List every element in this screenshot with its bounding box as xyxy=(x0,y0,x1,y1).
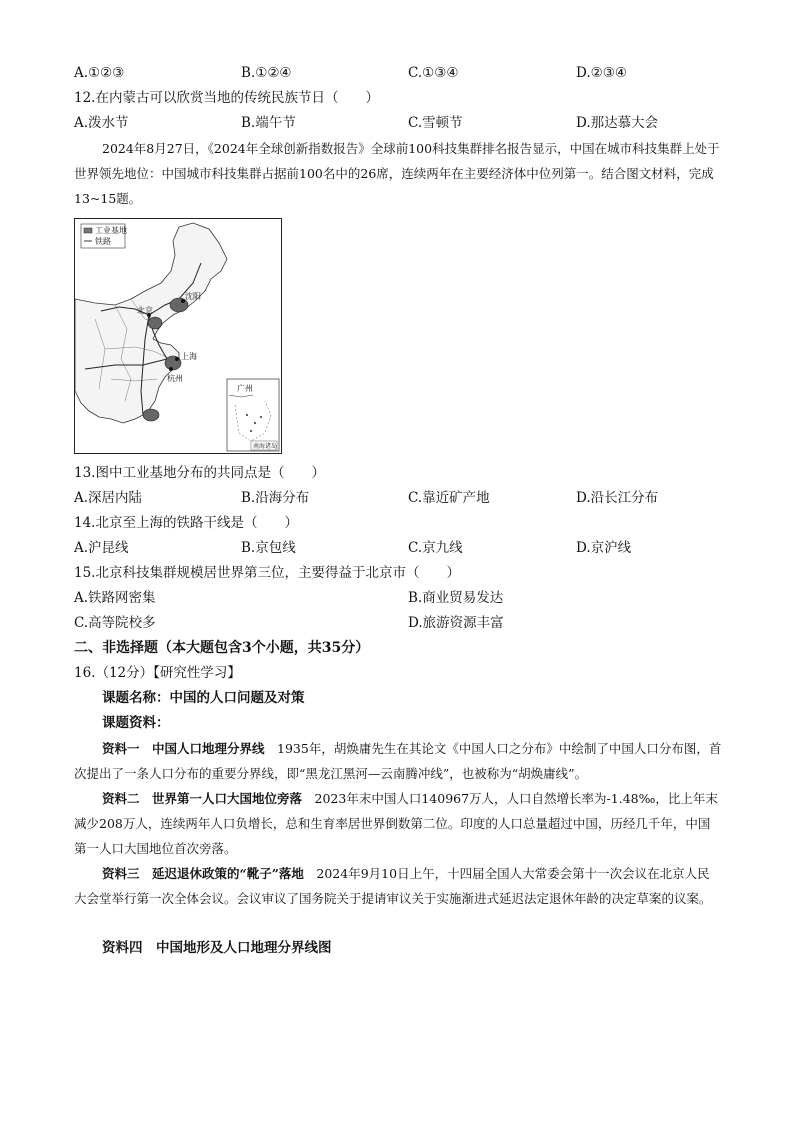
city-dot-hangzhou xyxy=(169,367,173,371)
q15-option-b: B.商业贸易发达 xyxy=(408,590,504,606)
map-label-nanhai: 南海诸岛 xyxy=(253,443,278,450)
q12-option-c: C.雪顿节 xyxy=(408,115,463,131)
legend-railway-label: 铁路 xyxy=(95,237,111,246)
q14-stem: 14.北京至上海的铁路干线是（ ） xyxy=(74,515,298,531)
q16-materials-label: 课题资料： xyxy=(102,715,170,731)
q12-option-a: A.泼水节 xyxy=(74,115,129,131)
q16-header: 16.（12分）【研究性学习】 xyxy=(74,665,241,681)
q16-m3-text: 2024年9月10日上午，十四届全国人大常委会第十一次会议在北京人民大会堂举行第一次全体会议。会议审议了国务院关于提请审议关于实施渐进式延迟法定退休年龄的决定草案的议案。 xyxy=(74,866,712,906)
q16-m2-title: 资料二 世界第一人口大国地位旁落 xyxy=(102,791,303,806)
q11-option-b: B.①②④ xyxy=(241,65,292,81)
q16-material-1 xyxy=(74,736,722,786)
legend-industry-swatch xyxy=(84,228,92,233)
q13-option-c: C.靠近矿产地 xyxy=(408,490,490,506)
q12-option-b: B.端午节 xyxy=(241,115,296,131)
q14-option-a: A.沪昆线 xyxy=(74,540,129,556)
china-industry-map xyxy=(74,218,282,454)
map-label-beijing: 北京 xyxy=(137,306,153,315)
q12-option-d: D.那达慕大会 xyxy=(576,115,659,131)
q11-option-d: D.②③④ xyxy=(576,65,627,81)
q16-m1-title: 资料一 中国人口地理分界线 xyxy=(102,741,265,756)
q13-option-a: A.深居内陆 xyxy=(74,490,143,506)
q14-option-d: D.京沪线 xyxy=(576,540,632,556)
industry-base-zhujiang xyxy=(143,409,159,421)
q15-option-d: D.旅游资源丰富 xyxy=(408,615,504,631)
q16-material-3 xyxy=(74,861,722,911)
q14-option-b: B.京包线 xyxy=(241,540,296,556)
q16-m2-text: 2023年末中国人口140967万人，人口自然增长率为-1.48‰，比上年末减少208万人，连续两年人口负增长，总和生育率居世界倒数第二位。印度的人口总量超过中国，历经几千年，中国第一人口大国地位首次旁落。 xyxy=(74,791,718,856)
city-dot-shanghai xyxy=(175,357,179,361)
intro-paragraph xyxy=(74,136,722,211)
map-label-guangzhou: 广州 xyxy=(237,384,253,393)
q11-option-a: A.①②③ xyxy=(74,65,125,81)
q13-option-d: D.沿长江分布 xyxy=(576,490,659,506)
q13-stem: 13.图中工业基地分布的共同点是（ ） xyxy=(74,465,325,481)
legend-industry-label: 工业基地 xyxy=(95,226,127,235)
industry-base-jingjintang xyxy=(148,317,162,329)
q13-option-b: B.沿海分布 xyxy=(241,490,310,506)
q11-option-c: C.①③④ xyxy=(408,65,459,81)
map-label-shanghai: 上海 xyxy=(181,352,197,361)
map-label-shenyang: 沈阳 xyxy=(185,292,201,301)
q15-option-a: A.铁路网密集 xyxy=(74,590,156,606)
map-label-hangzhou: 杭州 xyxy=(167,374,183,383)
q15-option-c: C.高等院校多 xyxy=(74,615,156,631)
q16-material-2 xyxy=(74,786,722,861)
q14-option-c: C.京九线 xyxy=(408,540,463,556)
q16-m1-text: 1935年，胡焕庸先生在其论文《中国人口之分布》中绘制了中国人口分布图，首次提出了一条人口分布的重要分界线，即“黑龙江黑河—云南腾冲线”，也被称为“胡焕庸线”。 xyxy=(74,741,722,781)
q16-m3-title: 资料三 延迟退休政策的“靴子”落地 xyxy=(102,866,304,881)
section2-title: 二、非选择题（本大题包含3个小题，共35分） xyxy=(74,640,370,656)
q15-stem: 15.北京科技集群规模居世界第三位，主要得益于北京市（ ） xyxy=(74,565,460,581)
q12-stem: 12.在内蒙古可以欣赏当地的传统民族节日（ ） xyxy=(74,90,379,106)
intro-text: 2024年8月27日，《2024年全球创新指数报告》全球前100科技集群排名报告显示，中国在城市科技集群上处于世界领先地位：中国城市科技集群占据前100名中的26席，连续两年在主要经济体中位列第一。结合图文材料，完成13~15题。 xyxy=(74,141,720,206)
q16-m4-title: 资料四 中国地形及人口地理分界线图 xyxy=(102,940,332,956)
q16-topic: 课题名称：中国的人口问题及对策 xyxy=(102,690,305,706)
